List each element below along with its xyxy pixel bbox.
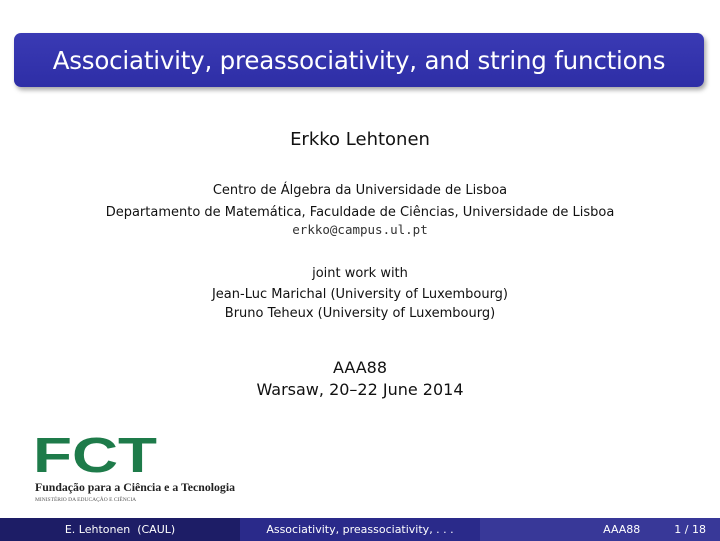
author-name: Erkko Lehtonen [290,129,430,150]
footer-conference: AAA88 [603,523,641,536]
joint-work-label: joint work with [312,266,408,281]
institution-line-1: Centro de Álgebra da Universidade de Lisboa [212,183,508,198]
footer-author: E. Lehtonen (CAUL) [64,523,176,536]
footer-title: Associativity, preassociativity, . . . [266,523,454,536]
fct-logo-letters: FCT [34,433,158,483]
footer-author-section [0,518,240,541]
footer-info-section [480,518,720,541]
fct-logo-graphic [34,433,239,505]
fct-logo [34,433,239,505]
footer-page-number: 1 / 18 [674,523,706,536]
conference-place-date: Warsaw, 20–22 June 2014 [256,380,464,399]
footer-bar [0,518,720,541]
slide-title: Associativity, preassociativity, and string functions [52,45,666,75]
author-email: erkko@campus.ul.pt [292,222,428,237]
collaborator-2: Bruno Teheux (University of Luxembourg) [224,306,496,321]
fct-logo-name: Fundação para a Ciência e a Tecnologia [35,482,236,494]
slide-title-bar [14,33,704,87]
conference-name: AAA88 [332,358,388,377]
institution-line-2: Departamento de Matemática, Faculdade de Ciências, Universidade de Lisboa [105,205,615,220]
fct-logo-ministry: MINISTÉRIO DA EDUCAÇÃO E CIÊNCIA [35,497,137,503]
footer-title-section [240,518,480,541]
collaborator-1: Jean-Luc Marichal (University of Luxembourg) [211,287,509,302]
